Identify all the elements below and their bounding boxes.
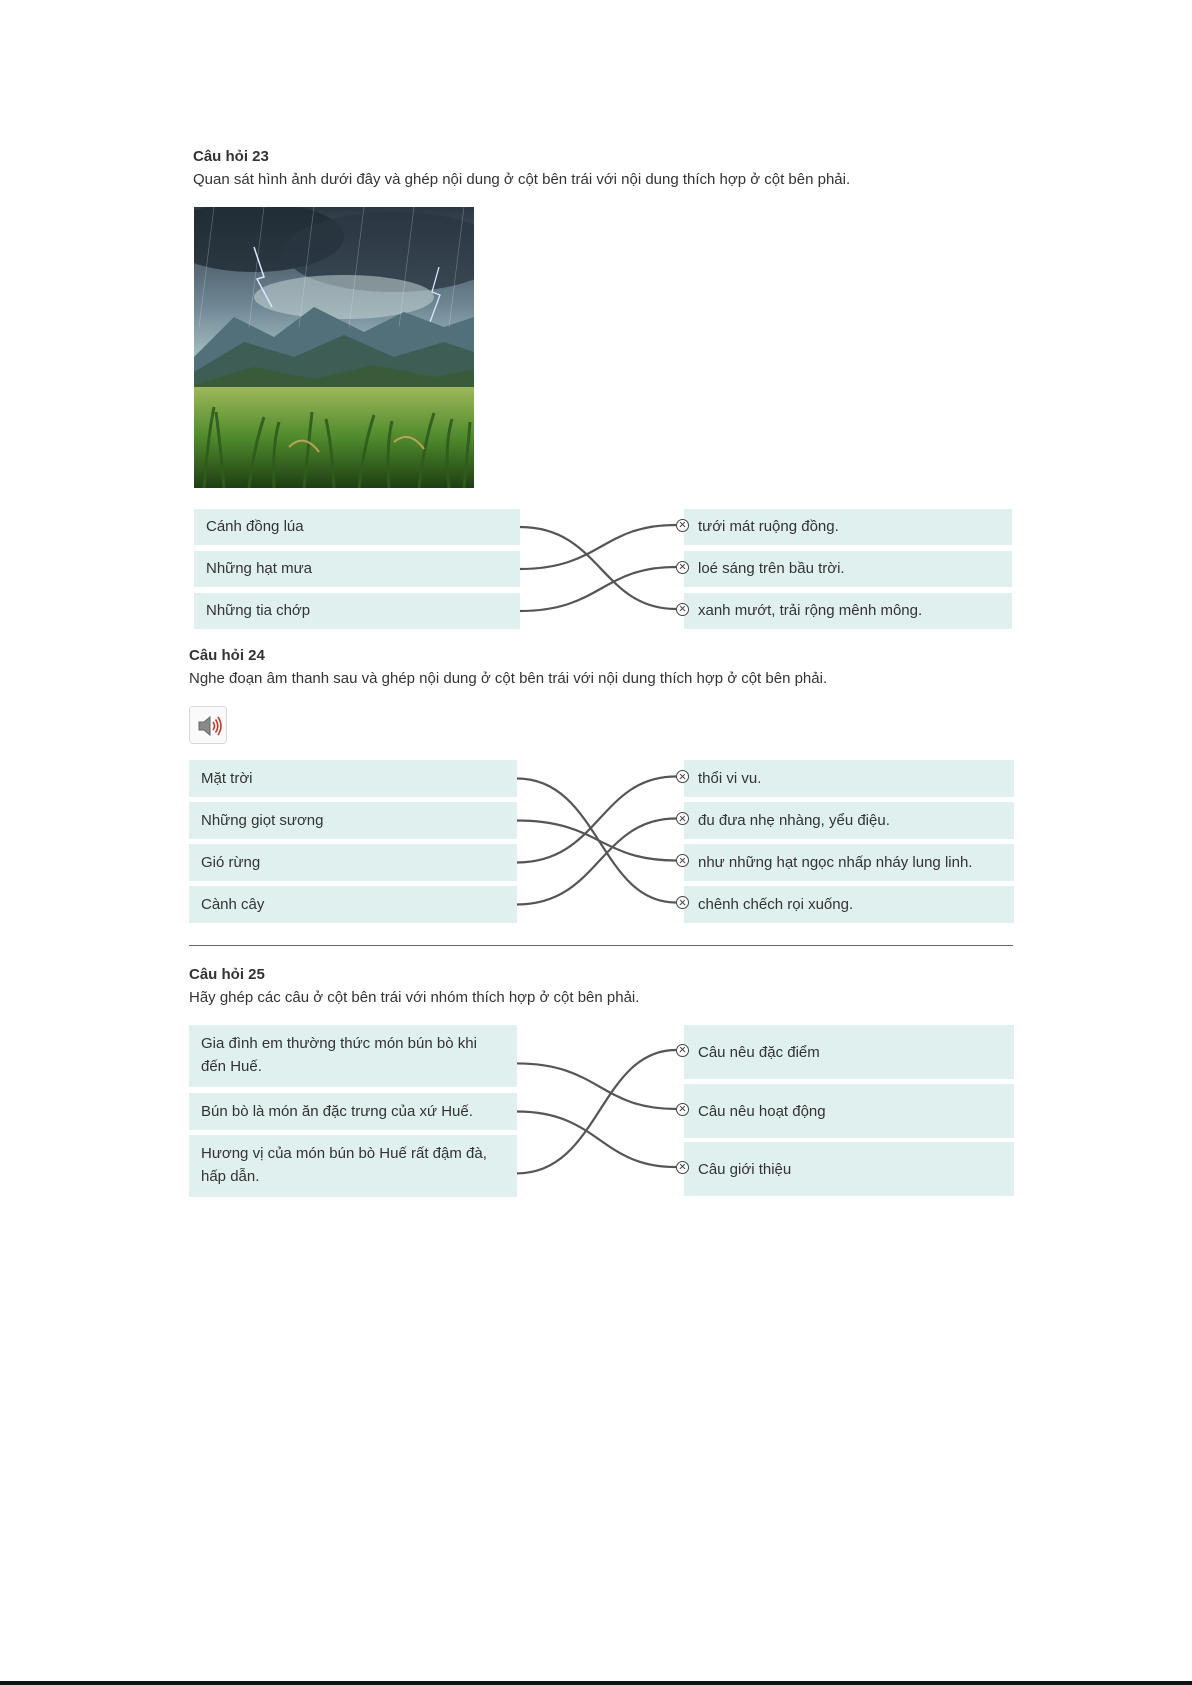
q24-left-item[interactable]	[189, 760, 517, 797]
q25-instruction: Hãy ghép các câu ở cột bên trái với nhóm thích hợp ở cột bên phải.	[189, 989, 640, 1006]
q25-right-item[interactable]	[684, 1084, 1014, 1138]
q25-right-label: Câu nêu đặc điểm	[698, 1044, 820, 1061]
q24-title: Câu hỏi 24	[189, 647, 265, 664]
remove-match-icon[interactable]	[676, 896, 689, 909]
match-line	[520, 567, 676, 611]
remove-match-icon[interactable]	[676, 770, 689, 783]
q24-right-label: như những hạt ngọc nhấp nháy lung linh.	[698, 854, 973, 871]
remove-match-icon[interactable]	[676, 1103, 689, 1116]
match-line	[517, 819, 676, 905]
page-bottom-bar	[0, 1681, 1192, 1685]
remove-match-icon[interactable]	[676, 1044, 689, 1057]
q23-right-label: tưới mát ruộng đồng.	[698, 518, 839, 535]
audio-play-button[interactable]	[189, 706, 227, 744]
match-line	[517, 779, 676, 903]
q23-right-label: loé sáng trên bầu trời.	[698, 560, 845, 577]
q24-right-label: đu đưa nhẹ nhàng, yểu điệu.	[698, 812, 890, 829]
q25-right-label: Câu nêu hoạt động	[698, 1103, 826, 1120]
remove-match-icon[interactable]	[676, 561, 689, 574]
q25-left-label: Gia đình em thường thức món bún bò khi đến Huế.	[201, 1035, 477, 1075]
q24-left-label: Những giọt sương	[201, 812, 324, 829]
match-line	[520, 525, 676, 569]
remove-match-icon[interactable]	[676, 603, 689, 616]
q24-right-label: thổi vi vu.	[698, 770, 762, 787]
q24-instruction: Nghe đoạn âm thanh sau và ghép nội dung ở cột bên trái với nội dung thích hợp ở cột bên phải.	[189, 670, 828, 687]
match-line	[517, 821, 676, 861]
q24-left-item[interactable]	[189, 802, 517, 839]
q25-left-item[interactable]	[189, 1135, 517, 1197]
q23-left-item[interactable]	[194, 593, 520, 629]
section-divider	[189, 945, 1013, 946]
q23-left-item[interactable]	[194, 509, 520, 545]
q24-left-label: Mặt trời	[201, 770, 253, 787]
storm-rice-field-image	[194, 207, 474, 488]
match-line	[517, 777, 676, 863]
q23-title: Câu hỏi 23	[193, 148, 269, 165]
q25-left-item[interactable]	[189, 1025, 517, 1087]
q24-right-item[interactable]	[684, 844, 1014, 881]
q24-left-item[interactable]	[189, 886, 517, 923]
q24-left-label: Cành cây	[201, 896, 265, 913]
q23-right-item[interactable]	[684, 551, 1012, 587]
q23-left-label: Những hạt mưa	[206, 560, 312, 577]
q24-left-label: Gió rừng	[201, 854, 261, 871]
q23-right-item[interactable]	[684, 509, 1012, 545]
speaker-icon	[190, 707, 228, 745]
q24-right-item[interactable]	[684, 886, 1014, 923]
q23-right-item[interactable]	[684, 593, 1012, 629]
match-line	[517, 1050, 676, 1173]
remove-match-icon[interactable]	[676, 1161, 689, 1174]
q24-right-item[interactable]	[684, 760, 1014, 797]
q25-right-label: Câu giới thiệu	[698, 1161, 792, 1178]
q24-left-item[interactable]	[189, 844, 517, 881]
match-line	[520, 527, 676, 609]
q23-left-label: Những tia chớp	[206, 602, 311, 619]
q24-right-item[interactable]	[684, 802, 1014, 839]
q25-left-label: Bún bò là món ăn đặc trưng của xứ Huế.	[201, 1103, 473, 1120]
match-line	[517, 1063, 676, 1109]
q23-instruction: Quan sát hình ảnh dưới đây và ghép nội dung ở cột bên trái với nội dung thích hợp ở cột bên phải.	[193, 171, 851, 188]
remove-match-icon[interactable]	[676, 812, 689, 825]
q25-title: Câu hỏi 25	[189, 966, 265, 983]
q24-right-label: chênh chếch rọi xuống.	[698, 896, 854, 913]
q25-left-label: Hương vị của món bún bò Huế rất đậm đà, hấp dẫn.	[201, 1145, 487, 1185]
q25-right-item[interactable]	[684, 1025, 1014, 1079]
q23-right-label: xanh mướt, trải rộng mênh mông.	[698, 602, 923, 619]
match-line	[517, 1112, 676, 1168]
q25-right-item[interactable]	[684, 1142, 1014, 1196]
remove-match-icon[interactable]	[676, 854, 689, 867]
q23-left-item[interactable]	[194, 551, 520, 587]
remove-match-icon[interactable]	[676, 519, 689, 532]
q25-left-item[interactable]	[189, 1093, 517, 1130]
q23-left-label: Cánh đồng lúa	[206, 518, 304, 535]
